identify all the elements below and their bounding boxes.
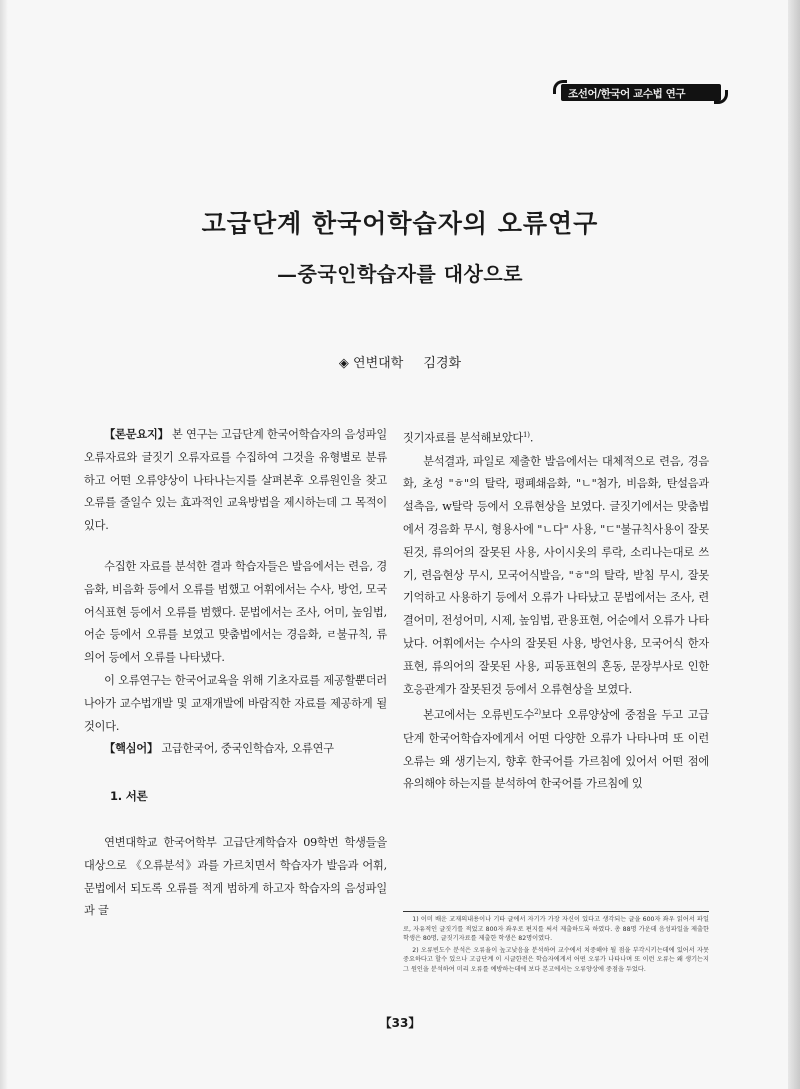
abstract-paragraph-1 xyxy=(84,424,387,538)
keywords-paragraph xyxy=(84,738,387,761)
abstract-text-1: 본 연구는 고급단계 한국어학습자의 음성파일 오류자료와 글짓기 오류자료를 수집하여 그것을 유형별로 분류하고 어떤 오류양상이 나타나는지를 살펴본후 오류원인을 찾고 오류를 줄일수 있는 효과적인 교육방법을 제시하는데 그 목적이 있다. xyxy=(84,428,388,533)
right-column xyxy=(403,424,709,796)
intro-paragraph-2: 분석결과, 파일로 제출한 발음에서는 대체적으로 련음, 경음화, 초성 "ㅎ"의 탈락, 평폐쇄음화, "ㄴ"첨가, 비음화, 탄설음과 설측음, w탈락 등에서 오류현상을 보였다. 글짓기에서는 맞춤법에서 경음화 무시, 형용사에 "ㄴ다" 사용, "ㄷ"불규칙사용이 잘못된것, 류의어의 잘못된 사용, 사이시옷의 루락, 소리나는대로 쓰기, 련음현상 무시, 모국어식발음, "ㅎ"의 탈락, 받침 무시, 잘못 기억하고 사용하기 등에서 오류가 나타났고 문법에서는 조사, 련결어미, 전성어미, 시제, 높임법, 관용표현, 어순에서 오류가 나타났다. 어휘에서는 수사의 잘못된 사용, 방언사용, 모국어식 한자표현, 류의어의 잘못된 사용, 피동표현의 혼동, 문장부사로 인한 호응관계가 잘못된것 등에서 오류현상을 보였다. xyxy=(403,454,709,696)
series-label: 조선어/한국어 교수법 연구 xyxy=(568,88,686,100)
author-name: 김경화 xyxy=(423,356,462,371)
footnote-ref-1[interactable]: 1) xyxy=(523,431,530,439)
intro-text-3b: 보다 오류양상에 중점을 두고 고급단계 한국어학습자에게서 어떤 다양한 오류가 나타나며 또 이런 오류는 왜 생기는지, 향후 한국어를 가르침에 있어서 어떤 점에 유의해야 하는지를 분석하여 한국어를 가르침에 있 xyxy=(403,709,709,791)
intro-text-end: . xyxy=(529,431,534,445)
abstract-label: 【론문요지】 xyxy=(104,428,169,441)
abstract-paragraph-3: 이 오류연구는 한국어교육을 위해 기초자료를 제공할뿐더러 나아가 교수법개발 및 교재개발에 바람직한 자료를 제공하게 될것이다. xyxy=(84,673,387,733)
footnote-ref-2[interactable]: 2) xyxy=(534,708,541,717)
footnotes xyxy=(403,911,709,977)
author-institution: 연변대학 xyxy=(353,356,404,371)
banner-curl-right xyxy=(714,90,728,104)
paper-title: 고급단계 한국어학습자의 오류연구 xyxy=(201,209,599,238)
intro-paragraph-3 xyxy=(403,701,709,796)
footnote-2: 2) 오류빈도수 분석은 오류율이 높고낮음을 분석하여 교수에서 치중해야 될 점을 부각시키는데에 있어서 자못 중요하다고 할수 있으나 고급단계 이 시글한전은 학습자에게서 어떤 오류가 나타나며 또 이런 오류는 왜 생기는지 그 원인을 분석하여 미리 오류를 예방하는데에 보다 본고에서는 오류양상에 중점을 두었다. xyxy=(403,946,709,973)
intro-paragraph-1-continued xyxy=(403,424,709,451)
keywords-label: 【핵심어】 xyxy=(104,742,158,756)
footnote-1: 1) 이미 배운 교재의내용이나 기타 글에서 자기가 가장 자신이 있다고 생각되는 글을 600자 좌우 읽어서 파일로, 자유적인 글짓기를 적었고 800자 좌우로 편지를 써서 제출하도록 하였다. 총 88명 가운데 음성파일을 제출한 학생은 80명, 글짓기자료를 제출한 학생은 82명이였다. xyxy=(403,916,709,943)
page-number: 【33】 xyxy=(379,1016,421,1030)
author-line xyxy=(0,352,800,371)
intro-paragraph-1: 연변대학교 한국어학부 고급단계학습자 09학번 학생들을 대상으로 《오류분석》과를 가르치면서 학습자가 발음과 어휘, 문법에서 되도록 오류를 적게 범하게 하고자 학습자의 음성파일과 글 xyxy=(84,835,387,918)
intro-text-3a: 본고에서는 오류빈도수 xyxy=(423,709,535,723)
keywords-text: 고급한국어, 중국인학습자, 오류연구 xyxy=(161,742,334,756)
series-banner xyxy=(553,80,728,104)
diamond-icon: ◈ xyxy=(338,356,349,371)
abstract-paragraph-2: 수집한 자료를 분석한 결과 학습자들은 발음에서는 련음, 경음화, 비음화 등에서 오류를 범했고 어휘에서는 수사, 방언, 모국어식표현 등에서 오류를 범했다. 문법에서는 조사, 어미, 높임법, 어순 등에서 오류를 보였고 맞춤법에서는 경음화, ㄹ불규칙, 류의어 등에서 오류를 나타냈다. xyxy=(84,559,387,665)
paper-subtitle: —중국인학습자를 대상으로 xyxy=(277,262,523,286)
left-column xyxy=(84,424,387,923)
intro-text-cont: 짓기자료를 분석해보았다 xyxy=(403,431,524,445)
section-heading: 1. 서론 xyxy=(110,789,148,804)
page-edge-shadow xyxy=(788,0,800,1089)
page-gutter-shadow xyxy=(0,0,8,1089)
